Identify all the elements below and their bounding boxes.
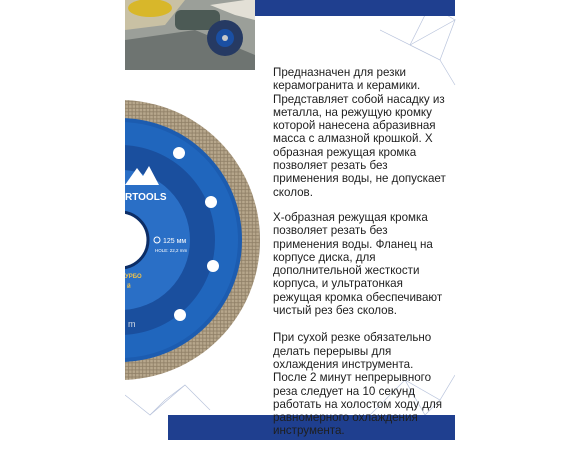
disc-label-fragment-2: й: [127, 284, 131, 290]
top-accent-bar: [245, 0, 455, 16]
disc-brand-text: RTOOLS: [125, 192, 167, 203]
disc-label-fragment-3: m: [128, 319, 136, 329]
usage-photo: [125, 0, 255, 70]
disc-hole-text: HOLE: 22,2 mm: [155, 248, 188, 253]
diamond-disc-image: [125, 80, 270, 410]
description-paragraph-3: При сухой резке обязательно делать перерывы для охлаждения инструмента. После 2 минут непрерывного реза следует на 10 секунд работать на холостом ходу для равномерного охлаждения инструмента.: [273, 331, 443, 438]
description-paragraph-2: X-образная режущая кромка позволяет резать без применения воды. Фланец на корпусе диска, для дополнительной жесткости корпуса, и ультратонкая режущая кромка обеспечивают чистый рез без сколов.: [273, 210, 443, 318]
description-paragraph-1: Предназначен для резки керамогранита и керамики. Представляет собой насадку из металла, на режущую кромку которой нанесена абразивная масса с алмазной крошкой. X образная режущая кромка позволяет резать без применения воды, не допускает сколов.: [273, 66, 446, 199]
disc-size-text: 125 мм: [163, 238, 187, 245]
product-description: [273, 66, 448, 452]
disc-label-fragment-1: УРБО: [125, 274, 142, 280]
